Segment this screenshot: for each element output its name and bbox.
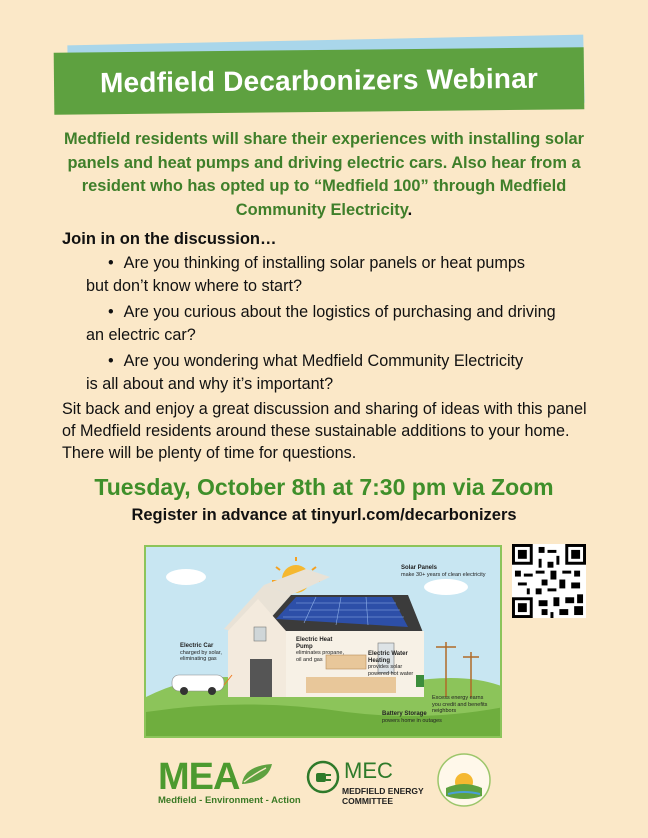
- solar-desc: make 30+ years of clean electricity: [401, 571, 486, 578]
- bullet-line: • Are you thinking of installing solar panels or heat pumps: [86, 252, 596, 275]
- water-desc: provides solar powered hot water: [368, 664, 414, 677]
- mec-subtitle: [342, 786, 424, 806]
- bullet-line: but don’t know where to start?: [86, 277, 302, 295]
- heat-pump-label: [296, 637, 346, 663]
- intro-text: Medfield residents will share their experiences with installing solar panels and heat pumps and driving electric cars. Also hear from a resident who has opted up to “Medfield 100” through Medfield Community Electricity: [63, 130, 585, 219]
- plug-icon: [306, 760, 340, 794]
- excess-energy-label: Excess energy earns you credit and benefits neighbors: [432, 695, 488, 714]
- sponsor-logos: [0, 748, 648, 828]
- leaf-icon: [240, 762, 274, 786]
- list-item: [86, 252, 596, 298]
- mec-line2: COMMITTEE: [342, 796, 393, 806]
- register-line: Register in advance at tinyurl.com/decarbonizers: [131, 506, 517, 524]
- car-title: Electric Car: [180, 643, 214, 649]
- banner-band: [54, 47, 585, 115]
- mec-name: MEC: [344, 758, 393, 783]
- home-energy-illustration: [144, 545, 502, 738]
- list-item: [86, 301, 596, 347]
- bullet-line: an electric car?: [86, 326, 196, 344]
- mea-logo: [158, 756, 301, 806]
- car-desc: charged by solar, eliminating gas: [180, 649, 222, 662]
- mea-name: MEA: [158, 756, 240, 798]
- solar-label: [401, 565, 486, 578]
- battery-desc: powers home in outages: [382, 717, 442, 724]
- question-list: [86, 252, 596, 399]
- battery-title: Battery Storage: [382, 711, 427, 717]
- water-title: Electric Water Heating: [368, 651, 408, 664]
- water-heating-label: [368, 651, 418, 677]
- title-banner: [54, 38, 594, 118]
- heat-pump-desc: eliminates propane, oil and gas: [296, 650, 345, 663]
- mea-tagline: Medfield - Environment - Action: [158, 795, 301, 806]
- bullet-line: • Are you curious about the logistics of purchasing and driving: [86, 301, 596, 324]
- mec-line1: MEDFIELD ENERGY: [342, 786, 424, 796]
- bullet-line: is all about and why it’s important?: [86, 375, 334, 393]
- solar-title: Solar Panels: [401, 565, 438, 571]
- list-item: [86, 350, 596, 396]
- bullet-line: • Are you wondering what Medfield Community Electricity: [86, 350, 596, 373]
- mec-logo: [306, 758, 426, 818]
- car-label: [180, 643, 228, 663]
- page-title: Medfield Decarbonizers Webinar: [99, 62, 539, 99]
- intro-paragraph: [56, 128, 592, 222]
- body-paragraph: Sit back and enjoy a great discussion and sharing of ideas with this panel of Medfield residents around these sustainable additions to your home. There will be plenty of time for questions.: [62, 400, 587, 462]
- heat-pump-title: Electric Heat Pump: [296, 637, 333, 650]
- sustainable-medfield-seal: [436, 752, 492, 808]
- intro-period: .: [407, 200, 413, 219]
- join-heading: Join in on the discussion…: [62, 230, 277, 248]
- qr-code[interactable]: [512, 544, 586, 618]
- event-date: Tuesday, October 8th at 7:30 pm via Zoom: [94, 474, 554, 500]
- battery-label: [382, 711, 442, 724]
